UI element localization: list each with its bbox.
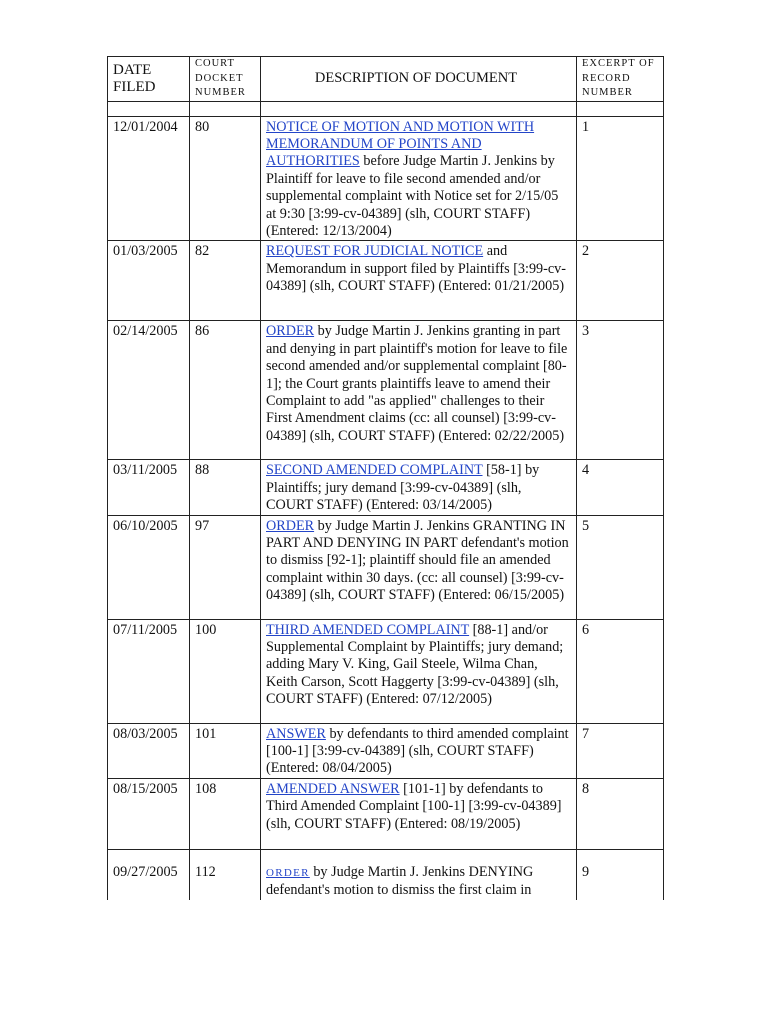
date-filed-cell: 03/11/2005: [108, 460, 190, 515]
table-row: [108, 778, 664, 849]
description-text: by Judge Martin J. Jenkins DENYING defendant's motion to dismiss the first claim in: [266, 863, 534, 899]
excerpt-number-cell: 6: [577, 619, 664, 723]
description-text: [58-1] by Plaintiffs; jury demand [3:99-cv-04389] (slh, COURT STAFF) (Entered: 03/14/2005): [266, 462, 540, 514]
document-link[interactable]: REQUEST FOR JUDICIAL NOTICE: [266, 243, 484, 260]
table-header-row: [108, 57, 664, 102]
excerpt-number-cell: 5: [577, 515, 664, 619]
description-text: by defendants to third amended complaint [100-1] [3:99-cv-04389] (slh, COURT STAFF) (Entered: 08/04/2005): [266, 725, 569, 777]
description-cell: [261, 619, 577, 723]
header-court-docket-number: COURT DOCKET NUMBER: [190, 57, 261, 102]
description-cell: [261, 321, 577, 460]
docket-number-cell: 86: [190, 321, 261, 460]
date-filed-cell: 06/10/2005: [108, 515, 190, 619]
docket-number-cell: 108: [190, 778, 261, 849]
description-text: and Memorandum in support filed by Plaintiffs [3:99-cv-04389] (slh, COURT STAFF) (Entered: 01/21/2005): [266, 243, 566, 295]
table-row: [108, 619, 664, 723]
table-row: [108, 321, 664, 460]
docket-table: [107, 56, 664, 900]
excerpt-number-cell: 2: [577, 241, 664, 321]
date-filed-cell: 01/03/2005: [108, 241, 190, 321]
description-text: [101-1] by defendants to Third Amended Complaint [100-1] [3:99-cv-04389] (slh, COURT STAFF) (Entered: 08/19/2005): [266, 780, 562, 832]
document-link[interactable]: AMENDED ANSWER: [266, 780, 400, 797]
table-row: [108, 116, 664, 241]
date-filed-cell: 08/03/2005: [108, 723, 190, 778]
header-date-filed: DATE FILED: [108, 57, 190, 102]
docket-number-cell: 88: [190, 460, 261, 515]
excerpt-number-cell: 4: [577, 460, 664, 515]
docket-number-cell: 80: [190, 116, 261, 241]
docket-number-cell: 100: [190, 619, 261, 723]
docket-number-cell: 112: [190, 849, 261, 899]
docket-number-cell: 82: [190, 241, 261, 321]
excerpt-number-cell: 7: [577, 723, 664, 778]
description-cell: [261, 849, 577, 899]
table-row: [108, 849, 664, 899]
date-filed-cell: 12/01/2004: [108, 116, 190, 241]
excerpt-number-cell: 9: [577, 849, 664, 899]
document-link[interactable]: ORDER: [266, 323, 315, 340]
description-cell: [261, 116, 577, 241]
table-row: [108, 460, 664, 515]
description-text: [88-1] and/or Supplemental Complaint by Plaintiffs; jury demand; adding Mary V. King, Gail Steele, Wilma Chan, Keith Carson, Scott Haggerty [3:99-cv-04389] (slh, COURT STAFF) (Entered: 07/12/2005): [266, 621, 564, 708]
description-text: before Judge Martin J. Jenkins by Plaintiff for leave to file second amended and/or supplemental complaint with Notice set for 2/15/05 at 9:30 [3:99-cv-04389] (slh, COURT STAFF) (Entered: 12/13/2004): [266, 153, 559, 239]
description-cell: [261, 778, 577, 849]
document-link[interactable]: THIRD AMENDED COMPLAINT: [266, 621, 470, 638]
description-cell: [261, 723, 577, 778]
docket-number-cell: 101: [190, 723, 261, 778]
header-spacer-row: [108, 101, 664, 116]
description-text: by Judge Martin J. Jenkins granting in part and denying in part plaintiff's motion for leave to file second amended and/or supplemental complaint [80-1]; the Court grants plaintiffs leave to amend their Complaint to add "as applied" challenges to their First Amendment claims (cc: all counsel) [3:99-cv-04389] (slh, COURT STAFF) (Entered: 02/22/2005): [266, 323, 568, 444]
table-row: [108, 515, 664, 619]
description-cell: [261, 241, 577, 321]
date-filed-cell: 02/14/2005: [108, 321, 190, 460]
table-row: [108, 241, 664, 321]
document-link[interactable]: NOTICE OF MOTION AND MOTION WITH MEMORANDUM OF POINTS AND AUTHORITIES: [266, 118, 535, 170]
date-filed-cell: 08/15/2005: [108, 778, 190, 849]
description-text: by Judge Martin J. Jenkins GRANTING IN PART AND DENYING IN PART defendant's motion to dismiss [92-1]; plaintiff should file an amended complaint within 30 days. (cc: all counsel) [3:99-cv-04389] (slh, COURT STAFF) (Entered: 06/15/2005): [266, 517, 569, 604]
description-cell: [261, 515, 577, 619]
excerpt-number-cell: 1: [577, 116, 664, 241]
excerpt-number-cell: 3: [577, 321, 664, 460]
document-link[interactable]: ORDER: [266, 866, 310, 879]
docket-number-cell: 97: [190, 515, 261, 619]
document-link[interactable]: ANSWER: [266, 725, 326, 742]
description-cell: [261, 460, 577, 515]
excerpt-number-cell: 8: [577, 778, 664, 849]
document-link[interactable]: SECOND AMENDED COMPLAINT: [266, 462, 483, 479]
header-excerpt-of-record-number: EXCERPT OF RECORD NUMBER: [577, 57, 664, 102]
date-filed-cell: 07/11/2005: [108, 619, 190, 723]
header-description: DESCRIPTION OF DOCUMENT: [261, 57, 577, 102]
date-filed-cell: 09/27/2005: [108, 849, 190, 899]
table-row: [108, 723, 664, 778]
document-link[interactable]: ORDER: [266, 517, 315, 534]
